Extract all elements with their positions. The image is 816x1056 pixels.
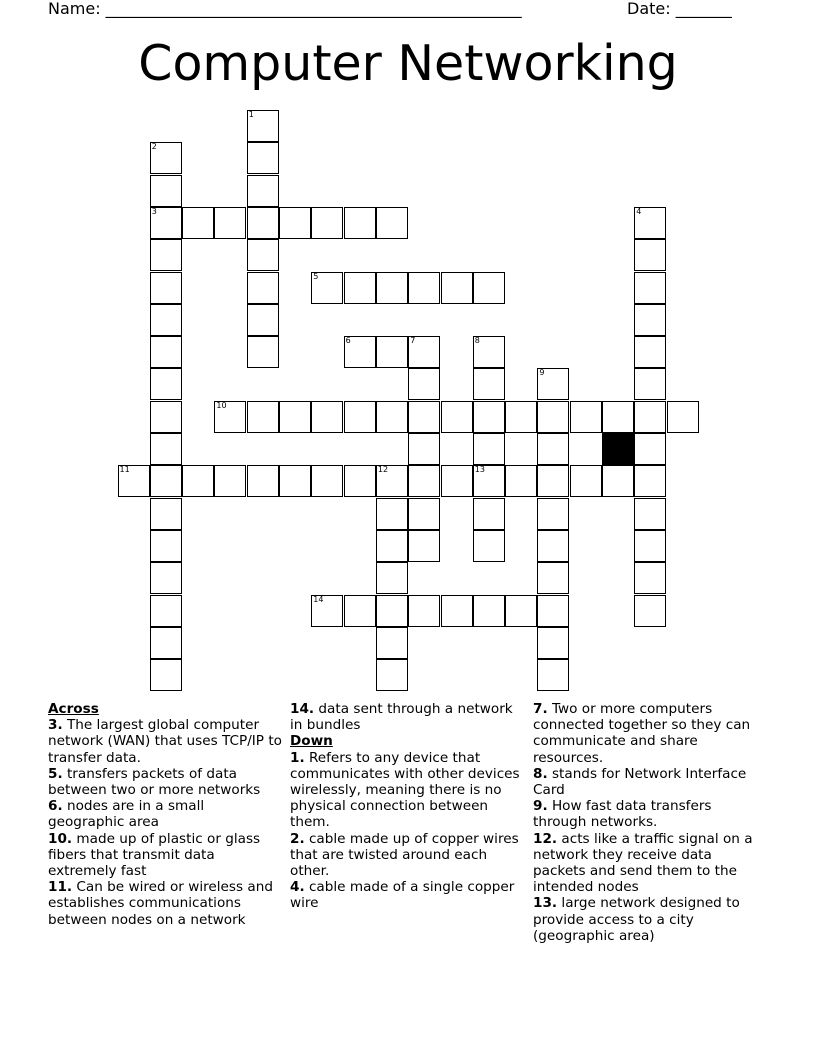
grid-cell[interactable] [376, 562, 408, 594]
grid-cell[interactable] [214, 465, 246, 497]
grid-cell[interactable] [634, 595, 666, 627]
grid-cell[interactable] [376, 530, 408, 562]
grid-cell[interactable] [473, 498, 505, 530]
grid-cell[interactable] [634, 272, 666, 304]
grid-cell[interactable] [150, 239, 182, 271]
clues-column-2 [290, 701, 525, 912]
grid-cell[interactable] [150, 207, 182, 239]
grid-cell[interactable] [118, 465, 150, 497]
grid-cell[interactable] [602, 465, 634, 497]
grid-cell[interactable] [537, 627, 569, 659]
grid-cell[interactable] [311, 465, 343, 497]
grid-cell[interactable] [150, 401, 182, 433]
grid-cell[interactable] [441, 595, 473, 627]
grid-cell[interactable] [376, 207, 408, 239]
grid-cell[interactable] [505, 401, 537, 433]
grid-cell[interactable] [634, 498, 666, 530]
clue-down-9: 9. How fast data transfers through networks. [533, 798, 712, 831]
grid-cell[interactable] [408, 530, 440, 562]
grid-cell[interactable] [667, 401, 699, 433]
grid-cell[interactable] [247, 175, 279, 207]
grid-cell[interactable] [634, 562, 666, 594]
grid-cell[interactable] [473, 530, 505, 562]
grid-cell[interactable] [344, 465, 376, 497]
grid-cell[interactable] [150, 627, 182, 659]
clue-number: 11 [119, 465, 130, 475]
grid-cell[interactable] [344, 272, 376, 304]
clue-number: 12 [377, 465, 389, 475]
grid-cell[interactable] [311, 272, 343, 304]
grid-cell[interactable] [344, 207, 376, 239]
grid-cell[interactable] [150, 304, 182, 336]
clue-number: 13 [474, 465, 485, 475]
grid-cell[interactable] [247, 465, 279, 497]
grid-cell[interactable] [634, 401, 666, 433]
grid-cell[interactable] [408, 336, 440, 368]
name-field[interactable]: Name: ____________________________________________________ [48, 0, 522, 18]
grid-cell[interactable] [473, 433, 505, 465]
grid-cell[interactable] [505, 465, 537, 497]
down-heading: Down [290, 733, 333, 750]
grid-cell[interactable] [634, 368, 666, 400]
grid-cell[interactable] [537, 465, 569, 497]
grid-cell[interactable] [473, 336, 505, 368]
grid-cell[interactable] [602, 401, 634, 433]
grid-cell[interactable] [408, 272, 440, 304]
blocked-cell [602, 433, 634, 465]
clue-across-10: 10. made up of plastic or glass fibers that transmit data extremely fast [48, 830, 261, 880]
grid-cell[interactable] [408, 368, 440, 400]
grid-cell[interactable] [634, 530, 666, 562]
clue-number: 10 [216, 400, 227, 410]
across-heading: Across [48, 701, 99, 717]
grid-cell[interactable] [247, 336, 279, 368]
grid-cell[interactable] [279, 207, 311, 239]
clue-across-5: 5. transfers packets of data between two or more networks [48, 765, 261, 799]
grid-cell[interactable] [537, 530, 569, 562]
grid-cell[interactable] [247, 239, 279, 271]
grid-cell[interactable] [376, 401, 408, 433]
grid-cell[interactable] [634, 336, 666, 368]
grid-cell[interactable] [311, 595, 343, 627]
grid-cell[interactable] [376, 659, 408, 691]
grid-cell[interactable] [408, 498, 440, 530]
grid-cell[interactable] [473, 401, 505, 433]
grid-cell[interactable] [150, 175, 182, 207]
grid-cell[interactable] [441, 401, 473, 433]
grid-cell[interactable] [344, 336, 376, 368]
grid-cell[interactable] [570, 401, 602, 433]
grid-cell[interactable] [537, 562, 569, 594]
grid-cell[interactable] [214, 207, 246, 239]
grid-cell[interactable] [247, 401, 279, 433]
clue-across-11: 11. Can be wired or wireless and establishes communications between nodes on a network [48, 879, 273, 928]
grid-cell[interactable] [537, 433, 569, 465]
clue-number: 5 [313, 271, 319, 281]
grid-cell[interactable] [376, 595, 408, 627]
grid-cell[interactable] [634, 304, 666, 336]
grid-cell[interactable] [150, 659, 182, 691]
grid-cell[interactable] [376, 498, 408, 530]
grid-cell[interactable] [376, 627, 408, 659]
grid-cell[interactable] [150, 433, 182, 465]
grid-cell[interactable] [279, 465, 311, 497]
page-title: Computer Networking [138, 35, 678, 92]
grid-cell[interactable] [182, 207, 214, 239]
grid-cell[interactable] [247, 110, 279, 142]
clue-number: 4 [636, 206, 642, 216]
grid-cell[interactable] [376, 465, 408, 497]
clue-down-4: 4. cable made of a single copper wire [290, 879, 515, 912]
clue-down-12: 12. acts like a traffic signal on a network they receive data packets and send them to the intended nodes [533, 830, 753, 896]
grid-cell[interactable] [311, 401, 343, 433]
grid-cell[interactable] [505, 595, 537, 627]
grid-cell[interactable] [441, 272, 473, 304]
clue-across-3: 3. The largest global computer network (WAN) that uses TCP/IP to transfer data. [48, 717, 282, 766]
clue-number: 8 [474, 336, 480, 346]
grid-cell[interactable] [214, 401, 246, 433]
grid-cell[interactable] [247, 304, 279, 336]
grid-cell[interactable] [182, 465, 214, 497]
clue-number: 2 [151, 142, 157, 152]
grid-cell[interactable] [441, 465, 473, 497]
grid-cell[interactable] [150, 142, 182, 174]
clues-column-3 [533, 701, 768, 944]
grid-cell[interactable] [344, 401, 376, 433]
grid-cell[interactable] [150, 530, 182, 562]
grid-cell[interactable] [150, 368, 182, 400]
grid-cell[interactable] [150, 595, 182, 627]
clue-down-8: 8. stands for Network Interface Card [533, 765, 747, 799]
clue-number: 6 [345, 336, 351, 346]
clue-down-1: 1. Refers to any device that communicates with other devices wirelessly, meaning there is no physical connection between them. [290, 749, 520, 831]
grid-cell[interactable] [634, 465, 666, 497]
clue-number: 3 [151, 206, 157, 216]
grid-cell[interactable] [376, 336, 408, 368]
grid-cell[interactable] [634, 207, 666, 239]
grid-cell[interactable] [279, 401, 311, 433]
date-field[interactable]: Date: _______ [627, 0, 732, 18]
grid-cell[interactable] [150, 336, 182, 368]
grid-cell[interactable] [473, 595, 505, 627]
grid-cell[interactable] [408, 401, 440, 433]
clue-down-2: 2. cable made up of copper wires that are twisted around each other. [290, 830, 519, 880]
grid-cell[interactable] [247, 272, 279, 304]
grid-cell[interactable] [537, 659, 569, 691]
clue-number: 1 [248, 110, 254, 119]
grid-cell[interactable] [150, 272, 182, 304]
clue-across-14: 14. data sent through a network in bundles [290, 701, 513, 734]
clue-down-13: 13. large network designed to provide access to a city (geographic area) [533, 895, 740, 944]
grid-cell[interactable] [311, 207, 343, 239]
clues-column-1 [48, 701, 283, 928]
clue-down-7: 7. Two or more computers connected together so they can communicate and share resources. [533, 701, 751, 766]
grid-cell[interactable] [570, 465, 602, 497]
grid-cell[interactable] [150, 498, 182, 530]
grid-cell[interactable] [537, 595, 569, 627]
grid-cell[interactable] [247, 142, 279, 174]
grid-cell[interactable] [150, 562, 182, 594]
clue-number: 9 [539, 368, 545, 378]
grid-cell[interactable] [408, 465, 440, 497]
grid-cell[interactable] [473, 465, 505, 497]
grid-cell[interactable] [344, 595, 376, 627]
grid-cell[interactable] [150, 465, 182, 497]
clue-number: 7 [410, 336, 416, 346]
grid-cell[interactable] [537, 368, 569, 400]
grid-cell[interactable] [634, 433, 666, 465]
grid-cell[interactable] [537, 401, 569, 433]
grid-cell[interactable] [634, 239, 666, 271]
grid-cell[interactable] [473, 272, 505, 304]
grid-cell[interactable] [376, 272, 408, 304]
grid-cell[interactable] [537, 498, 569, 530]
grid-cell[interactable] [408, 433, 440, 465]
clue-number: 14 [313, 594, 324, 604]
grid-cell[interactable] [473, 368, 505, 400]
grid-cell[interactable] [408, 595, 440, 627]
grid-cell[interactable] [247, 207, 279, 239]
clue-across-6: 6. nodes are in a small geographic area [48, 798, 205, 831]
